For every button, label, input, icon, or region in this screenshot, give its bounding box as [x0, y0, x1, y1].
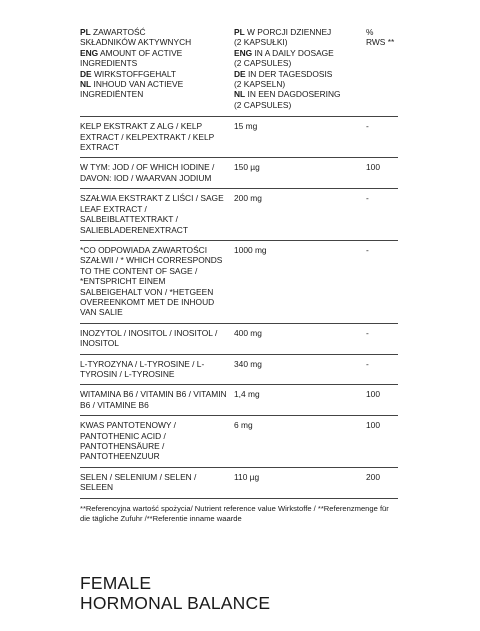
header-text: W PORCJI DZIENNEJ: [247, 27, 332, 37]
product-title: [80, 573, 270, 613]
header-line: [234, 37, 366, 47]
header-text: INGREDIËNTEN: [80, 89, 144, 100]
language-code: PL: [80, 27, 91, 37]
ingredient-amount: 1,4 mg: [234, 389, 260, 400]
ingredient-name: W TYM: JOD / OF WHICH IODINE / DAVON: IOD / WAARVAN JODIUM: [80, 162, 215, 183]
ingredient-rws: 100: [366, 420, 380, 431]
ingredients-body: [80, 117, 398, 498]
header-line: [234, 69, 366, 79]
table-row: [80, 416, 398, 468]
header-text: ZAWARTOŚĆ: [93, 27, 146, 37]
product-title-line2: HORMONAL BALANCE: [80, 593, 271, 613]
nutrition-sheet: [80, 24, 398, 524]
header-text: (2 KAPSUŁKI): [234, 37, 288, 48]
ingredient-name: L-TYROZYNA / L-TYROSINE / L-TYROSIN / L-TYROSINE: [80, 358, 205, 379]
table-row: [80, 467, 398, 498]
header-daily-dose: [234, 24, 366, 117]
table-row: [80, 354, 398, 385]
ingredient-rws: 100: [366, 389, 380, 400]
ingredient-rws: -: [366, 244, 369, 255]
ingredient-amount: 150 µg: [234, 162, 260, 173]
header-text: (2 CAPSULES): [234, 99, 292, 110]
header-line: [80, 48, 234, 58]
ingredient-rws: -: [366, 121, 369, 132]
header-line: [80, 79, 234, 89]
ingredient-rws: 200: [366, 471, 380, 482]
header-text: SKŁADNIKÓW AKTYWNYCH: [80, 37, 192, 48]
header-rws: [366, 24, 398, 117]
ingredient-amount: 6 mg: [234, 420, 253, 431]
ingredient-rws: -: [366, 193, 369, 204]
language-code: ENG: [234, 47, 253, 58]
header-line: [80, 37, 234, 47]
ingredient-rws: -: [366, 327, 369, 338]
table-row: [80, 117, 398, 158]
header-line: [234, 79, 366, 89]
header-line: [234, 27, 366, 37]
ingredient-amount: 110 µg: [234, 471, 260, 482]
table-row: [80, 189, 398, 241]
header-text: (2 KAPSELN): [234, 79, 286, 90]
footnote: **Referencyjna wartość spożycia/ Nutrient reference value Wirkstoffe / **Referenzmenge für die tägliche Zufuhr /**Referentie inname waarde: [80, 503, 389, 523]
ingredient-name: KELP EKSTRAKT Z ALG / KELP EXTRACT / KELPEXTRAKT / KELP EXTRACT: [80, 121, 215, 153]
ingredient-name: SZAŁWIA EKSTRAKT Z LIŚCI / SAGE LEAF EXTRACT / SALBEIBLATTEXTRAKT / SALIEBLADERENEXTRACT: [80, 193, 224, 235]
ingredient-rws: -: [366, 358, 369, 369]
language-code: PL: [234, 27, 245, 37]
table-row: [80, 240, 398, 323]
ingredient-name: *CO ODPOWIADA ZAWARTOŚCI SZAŁWII / * WHICH CORRESPONDS TO THE CONTENT OF SAGE / *ENTSPRICHT EINEM SALBEIGEHALT VON / *HETGEEN OVEREENKOMT MET DE INHOUD VAN SALIE: [80, 244, 223, 318]
language-code: ENG: [80, 47, 99, 58]
language-code: DE: [234, 68, 246, 79]
header-text: IN DER TAGESDOSIS: [247, 68, 333, 79]
header-line: [234, 100, 366, 110]
product-title-line1: FEMALE: [80, 573, 152, 593]
header-line: [80, 69, 234, 79]
ingredient-name: SELEN / SELENIUM / SELEN / SELEEN: [80, 471, 197, 493]
header-line: [80, 58, 234, 68]
header-line: [80, 89, 234, 99]
header-text: INGREDIENTS: [80, 58, 138, 69]
table-header-row: [80, 24, 398, 117]
header-text: RWS **: [366, 37, 395, 48]
header-line: [234, 58, 366, 68]
language-code: NL: [234, 89, 246, 100]
header-line: [80, 27, 234, 37]
ingredients-table: [80, 24, 398, 499]
header-line: [234, 89, 366, 99]
ingredient-amount: 400 mg: [234, 327, 262, 338]
header-ingredient: [80, 24, 234, 117]
table-row: [80, 158, 398, 189]
table-row: [80, 385, 398, 416]
header-line: [234, 48, 366, 58]
language-code: NL: [80, 79, 92, 90]
language-code: DE: [80, 68, 92, 79]
ingredient-amount: 200 mg: [234, 193, 262, 204]
header-text: INHOUD VAN ACTIEVE: [93, 79, 184, 90]
ingredient-amount: 1000 mg: [234, 244, 267, 255]
ingredient-amount: 340 mg: [234, 358, 262, 369]
ingredient-rws: 100: [366, 162, 380, 173]
header-text: IN A DAILY DOSAGE: [254, 47, 334, 58]
header-line: [366, 27, 398, 37]
header-text: %: [366, 27, 374, 37]
ingredient-name: KWAS PANTOTENOWY / PANTOTHENIC ACID / PANTOTHENSÄURE / PANTOTHEENZUUR: [80, 420, 177, 462]
table-row: [80, 323, 398, 354]
ingredient-name: WITAMINA B6 / VITAMIN B6 / VITAMIN B6 / VITAMINE B6: [80, 389, 227, 410]
header-line: [366, 37, 398, 47]
header-text: AMOUNT OF ACTIVE: [100, 47, 183, 58]
header-text: WIRKSTOFFGEHALT: [93, 68, 177, 79]
ingredient-amount: 15 mg: [234, 121, 258, 132]
header-text: IN EEN DAGDOSERING: [247, 89, 341, 100]
header-text: (2 CAPSULES): [234, 58, 292, 69]
ingredient-name: INOZYTOL / INOSITOL / INOSITOL / INOSITOL: [80, 327, 218, 349]
